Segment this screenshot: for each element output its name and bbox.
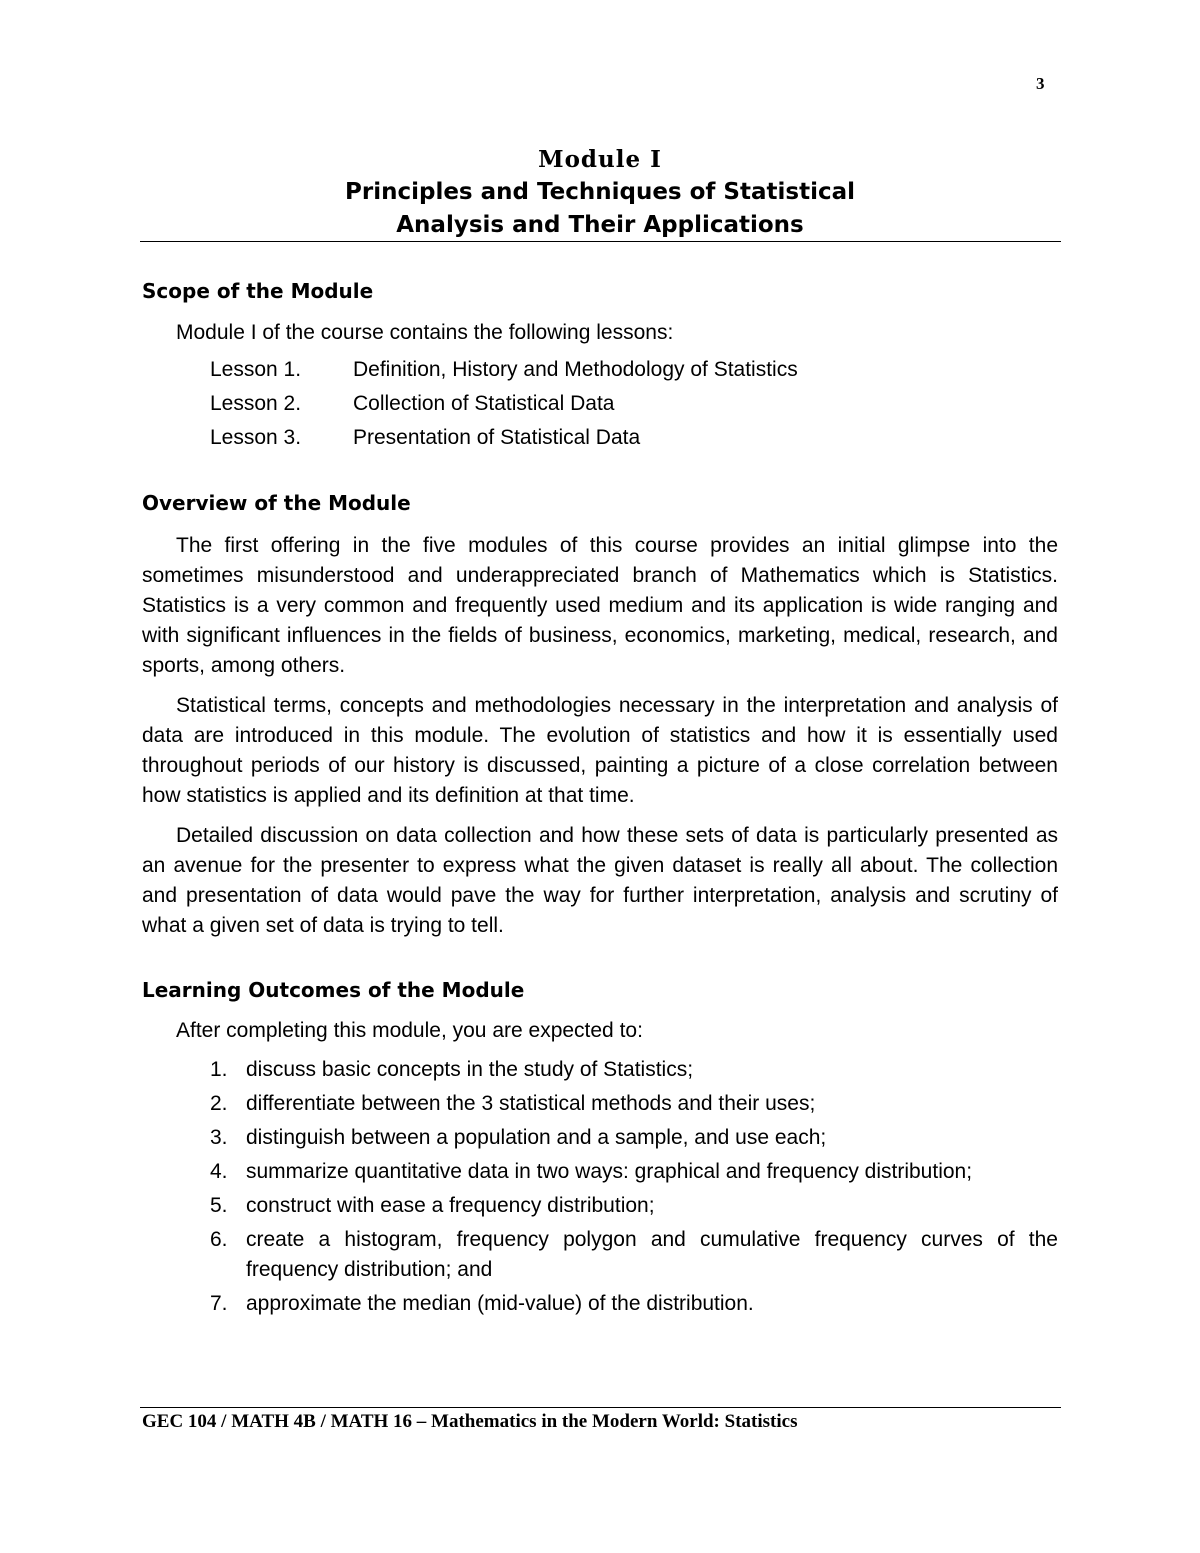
lesson-title: Definition, History and Methodology of Statistics [353,358,798,381]
list-item [210,1191,1058,1221]
list-item-text: create a histogram, frequency polygon and cumulative frequency curves of the frequency distribution; and [246,1228,1058,1281]
title-divider [140,241,1061,242]
module-title-line-1: Principles and Techniques of Statistical [345,179,855,205]
list-item [210,1123,1058,1153]
list-item-text: summarize quantitative data in two ways: graphical and frequency distribution; [246,1160,973,1183]
scope-intro: Module I of the course contains the following lessons: [176,321,674,344]
lesson-row [210,358,798,382]
lesson-number: Lesson 2. [210,392,302,415]
list-item-text: distinguish between a population and a sample, and use each; [246,1126,827,1149]
overview-paragraph: Statistical terms, concepts and methodologies necessary in the interpretation and analysis of data are introduced in this module. The evolution of statistics and how it is essentially used throughout periods of our history is discussed, painting a picture of a close correlation between how statistics is applied and its definition at that time. [142,694,1058,807]
module-label: Module I [538,146,662,173]
module-title-line-2: Analysis and Their Applications [396,212,804,238]
list-item-number: 1. [210,1058,228,1081]
list-item-text: discuss basic concepts in the study of Statistics; [246,1058,694,1081]
module-title [140,143,1060,242]
lesson-number: Lesson 3. [210,426,302,449]
lesson-row [210,426,640,450]
list-item-text: approximate the median (mid-value) of the distribution. [246,1292,754,1315]
list-item [210,1157,1058,1187]
lesson-row [210,392,614,416]
list-item [210,1055,1058,1085]
list-item-number: 7. [210,1292,228,1315]
list-item [210,1089,1058,1119]
overview-paragraph: Detailed discussion on data collection and how these sets of data is particularly presented as an avenue for the presenter to express what the given dataset is really all about. The collection and presentation of data would pave the way for further interpretation, analysis and scrutiny of what a given set of data is trying to tell. [142,824,1058,937]
page-number: 3 [1036,74,1045,93]
lesson-number: Lesson 1. [210,358,302,381]
footer-divider [140,1407,1061,1408]
list-item-number: 5. [210,1194,228,1217]
list-item-number: 6. [210,1228,228,1251]
outcomes-list [210,1055,1058,1323]
lesson-title: Collection of Statistical Data [353,392,615,415]
list-item-text: construct with ease a frequency distribution; [246,1194,655,1217]
overview-heading: Overview of the Module [142,491,411,515]
lesson-title: Presentation of Statistical Data [353,426,641,449]
overview-paragraph: The first offering in the five modules of this course provides an initial glimpse into the sometimes misunderstood and underappreciated branch of Mathematics which is Statistics. Statistics is a very common and frequently used medium and its application is wide ranging and with significant influences in the fields of business, economics, marketing, medical, research, and sports, among others. [142,534,1058,677]
list-item [210,1289,1058,1319]
footer-course-title: GEC 104 / MATH 4B / MATH 16 – Mathematics in the Modern World: Statistics [142,1411,798,1432]
list-item-number: 4. [210,1160,228,1183]
list-item-number: 2. [210,1092,228,1115]
outcomes-intro: After completing this module, you are expected to: [176,1019,643,1042]
list-item-text: differentiate between the 3 statistical methods and their uses; [246,1092,816,1115]
outcomes-heading: Learning Outcomes of the Module [142,978,525,1002]
list-item [210,1225,1058,1285]
list-item-number: 3. [210,1126,228,1149]
scope-heading: Scope of the Module [142,279,374,303]
